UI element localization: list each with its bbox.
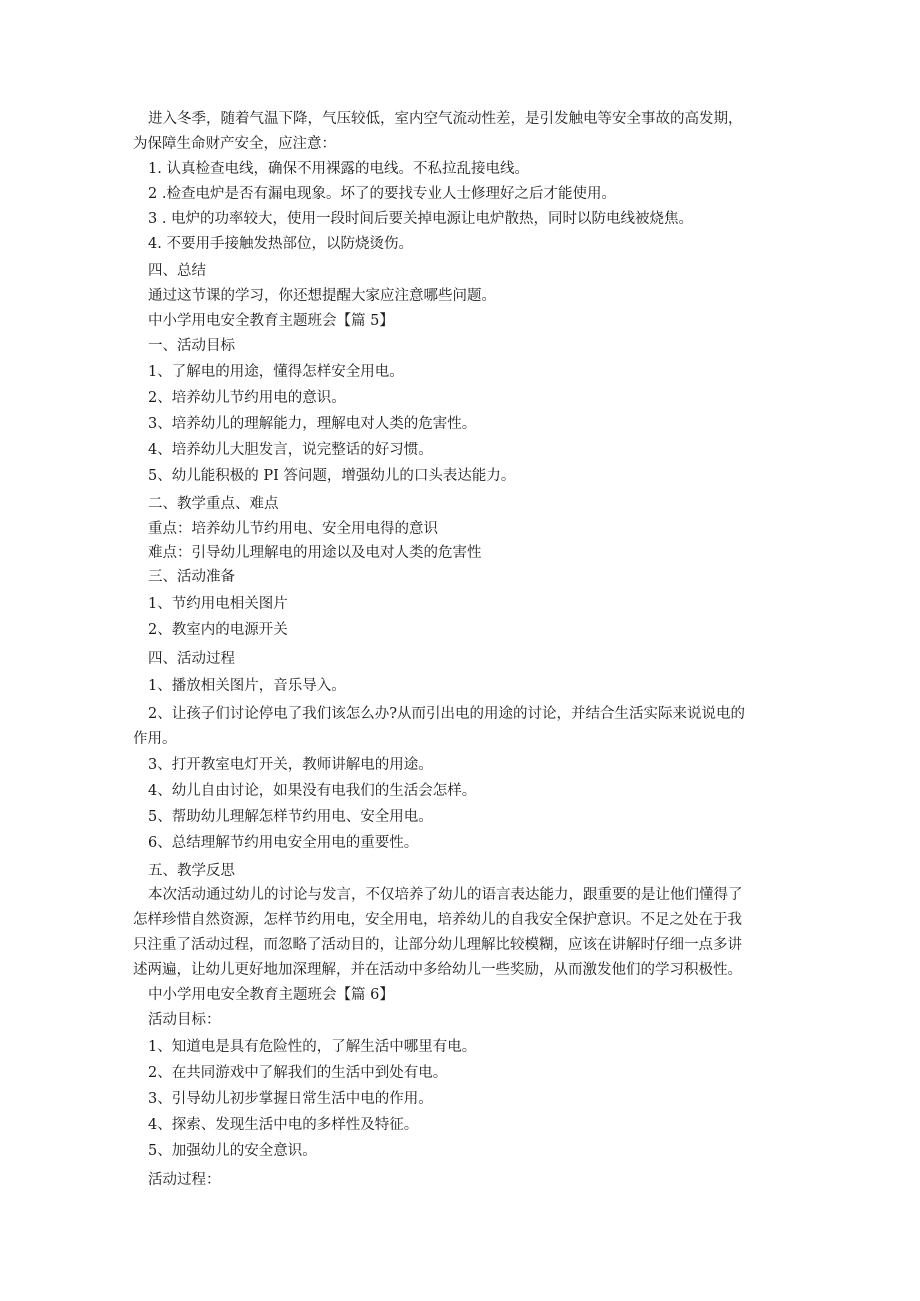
- part5-prep-heading: 三、活动准备: [148, 569, 235, 585]
- part6-goal-4: 4、探索、发现生活中电的多样性及特征。: [148, 1117, 419, 1133]
- part5-goals-heading: 一、活动目标: [148, 338, 235, 354]
- part5-reflection-heading: 五、教学反思: [148, 863, 235, 879]
- part5-difficult-point: 难点：引导幼儿理解电的用途以及电对人类的危害性: [148, 545, 482, 561]
- intro-line-1: 进入冬季，随着气温下降，气压较低，室内空气流动性差，是引发触电等安全事故的高发期，: [148, 111, 743, 127]
- part5-goal-3: 3、培养幼儿的理解能力，理解电对人类的危害性。: [148, 416, 477, 432]
- part5-title: 中小学用电安全教育主题班会【篇 5】: [148, 313, 394, 329]
- intro-line-2: 为保障生命财产安全，应注意：: [133, 136, 336, 152]
- winter-tip-4: 4. 不要用手接触发热部位，以防烧烫伤。: [148, 236, 413, 252]
- part5-reflection-line-2: 怎样珍惜自然资源，怎样节约用电，安全用电，培养幼儿的自我安全保护意识。不足之处在于我: [133, 912, 742, 928]
- part6-process-heading: 活动过程：: [148, 1172, 221, 1188]
- part6-goals-heading: 活动目标：: [148, 1012, 221, 1028]
- winter-tip-2: 2 .检查电炉是否有漏电现象。坏了的要找专业人士修理好之后才能使用。: [148, 186, 616, 202]
- part5-process-4: 4、幼儿自由讨论，如果没有电我们的生活会怎样。: [148, 783, 477, 799]
- part5-process-2: 2、让孩子们讨论停电了我们该怎么办?从而引出电的用途的讨论，并结合生活实际来说说电的: [148, 706, 745, 722]
- part5-process-heading: 四、活动过程: [148, 651, 235, 667]
- part5-process-5: 5、帮助幼儿理解怎样节约用电、安全用电。: [148, 809, 433, 825]
- part5-prep-1: 1、节约用电相关图片: [148, 596, 288, 612]
- summary-heading: 四、总结: [148, 263, 206, 279]
- part6-goal-2: 2、在共同游戏中了解我们的生活中到处有电。: [148, 1065, 448, 1081]
- part6-goal-5: 5、加强幼儿的安全意识。: [148, 1143, 317, 1159]
- part5-goal-1: 1、了解电的用途，懂得怎样安全用电。: [148, 364, 404, 380]
- part6-goal-1: 1、知道电是具有危险性的，了解生活中哪里有电。: [148, 1039, 477, 1055]
- part5-reflection-line-3: 只注重了活动过程，而忽略了活动目的，让部分幼儿理解比较模糊，应该在讲解时仔细一点多讲: [133, 937, 742, 953]
- part5-key-point: 重点：培养幼儿节约用电、安全用电得的意识: [148, 521, 438, 537]
- part5-process-1: 1、播放相关图片，音乐导入。: [148, 678, 346, 694]
- winter-tip-1: 1. 认真检查电线，确保不用裸露的电线。不私拉乱接电线。: [148, 161, 529, 177]
- part5-prep-2: 2、教室内的电源开关: [148, 622, 288, 638]
- winter-tip-3: 3 . 电炉的功率较大，使用一段时间后要关掉电源让电炉散热，同时以防电线被烧焦。: [148, 211, 694, 227]
- part5-goal-2: 2、培养幼儿节约用电的意识。: [148, 390, 346, 406]
- part5-goal-5: 5、幼儿能积极的 PI 答问题，增强幼儿的口头表达能力。: [148, 468, 516, 484]
- part5-reflection-line-4: 述两遍，让幼儿更好地加深理解，并在活动中多给幼儿一些奖励，从而激发他们的学习积极性。: [133, 962, 742, 978]
- part5-goal-4: 4、培养幼儿大胆发言，说完整话的好习惯。: [148, 442, 433, 458]
- part5-key-heading: 二、教学重点、难点: [148, 496, 279, 512]
- part5-reflection-line-1: 本次活动通过幼儿的讨论与发言，不仅培养了幼儿的语言表达能力，跟重要的是让他们懂得了: [148, 887, 743, 903]
- part6-goal-3: 3、引导幼儿初步掌握日常生活中电的作用。: [148, 1091, 433, 1107]
- part5-process-6: 6、总结理解节约用电安全用电的重要性。: [148, 835, 419, 851]
- part5-process-2-cont: 作用。: [133, 731, 177, 747]
- part5-process-3: 3、打开教室电灯开关，教师讲解电的用途。: [148, 757, 433, 773]
- part6-title: 中小学用电安全教育主题班会【篇 6】: [148, 987, 394, 1003]
- summary-text: 通过这节课的学习，你还想提醒大家应注意哪些问题。: [148, 288, 496, 304]
